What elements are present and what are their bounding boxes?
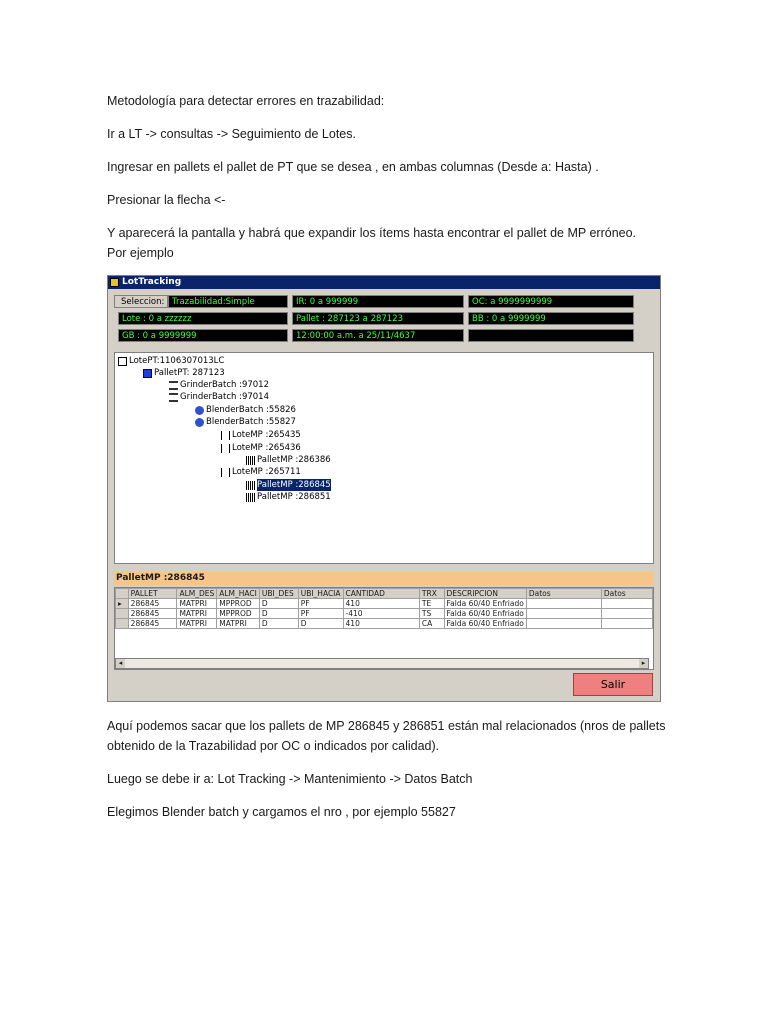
barcode-icon bbox=[246, 481, 255, 490]
tree-node-label-selected: PalletMP :286845 bbox=[257, 480, 331, 490]
table-row[interactable] bbox=[116, 619, 653, 629]
cell[interactable]: D bbox=[259, 619, 298, 629]
tree-node-lotemp-2[interactable] bbox=[221, 442, 301, 454]
fecha-field[interactable]: 12:00:00 a.m. a 25/11/4637 bbox=[292, 329, 464, 342]
cell[interactable]: 410 bbox=[343, 619, 419, 629]
lotemp-icon bbox=[221, 444, 230, 453]
horizontal-scrollbar[interactable] bbox=[115, 658, 649, 669]
tree-node-palletmp-1[interactable] bbox=[246, 454, 331, 466]
cell[interactable]: MATPRI bbox=[177, 609, 217, 619]
tree-node-label: PalletPT: 287123 bbox=[154, 368, 225, 378]
tree-node-lotemp-1[interactable] bbox=[221, 429, 301, 441]
table-header-row bbox=[116, 589, 653, 599]
table-row[interactable] bbox=[116, 599, 653, 609]
cell[interactable] bbox=[526, 609, 601, 619]
barcode-icon bbox=[246, 456, 255, 465]
intro-line-2: Ir a LT -> consultas -> Seguimiento de Lotes. bbox=[107, 127, 356, 141]
cell[interactable]: CA bbox=[419, 619, 444, 629]
cell[interactable]: D bbox=[298, 619, 343, 629]
cell[interactable]: Falda 60/40 Enfriado bbox=[444, 609, 526, 619]
tree-node-label: LoteMP :265711 bbox=[232, 467, 301, 477]
lottracking-window bbox=[107, 275, 661, 702]
table-row[interactable] bbox=[116, 609, 653, 619]
col-header[interactable]: DESCRIPCION bbox=[444, 589, 526, 599]
cell[interactable]: 286845 bbox=[128, 609, 177, 619]
cell[interactable]: 286845 bbox=[128, 619, 177, 629]
lotemp-icon bbox=[221, 431, 230, 440]
col-header[interactable]: Datos bbox=[526, 589, 601, 599]
col-header[interactable]: ALM_DES bbox=[177, 589, 217, 599]
tree-node-palletmp-2[interactable] bbox=[246, 479, 331, 491]
outro-line-6: Aquí podemos sacar que los pallets de MP 286845 y 286851 están mal relacionados (nros de pallets obtenido de la Trazabilidad por OC o indicados por calidad). bbox=[107, 719, 666, 753]
cell[interactable]: TE bbox=[419, 599, 444, 609]
app-icon bbox=[110, 278, 119, 287]
barcode-icon bbox=[246, 493, 255, 502]
seleccion-field[interactable]: Trazabilidad:Simple bbox=[168, 295, 288, 308]
cell[interactable] bbox=[526, 599, 601, 609]
movements-grid[interactable] bbox=[114, 587, 654, 670]
tree-node-label: PalletMP :286386 bbox=[257, 455, 331, 465]
tree-node-grinder-2[interactable] bbox=[169, 391, 269, 403]
cell[interactable]: MPPROD bbox=[217, 609, 260, 619]
tree-node-label: BlenderBatch :55827 bbox=[206, 417, 296, 427]
col-header[interactable]: UBI_DES bbox=[259, 589, 298, 599]
cell[interactable] bbox=[601, 609, 652, 619]
cell[interactable]: TS bbox=[419, 609, 444, 619]
gb-field[interactable]: GB : 0 a 9999999 bbox=[118, 329, 288, 342]
tree-node-label: LotePT:1106307013LC bbox=[129, 356, 225, 366]
cell[interactable] bbox=[601, 599, 652, 609]
cell[interactable]: MATPRI bbox=[177, 599, 217, 609]
empty-field[interactable] bbox=[468, 329, 634, 342]
cell[interactable]: PF bbox=[298, 599, 343, 609]
col-header[interactable]: TRX bbox=[419, 589, 444, 599]
row-indicator bbox=[116, 609, 129, 619]
tree-node-label: LoteMP :265436 bbox=[232, 443, 301, 453]
tree-node-label: PalletMP :286851 bbox=[257, 492, 331, 502]
cell[interactable]: 410 bbox=[343, 599, 419, 609]
tree-node-label: LoteMP :265435 bbox=[232, 430, 301, 440]
movements-table bbox=[115, 588, 653, 629]
outro-line-8: Elegimos Blender batch y cargamos el nro , por ejemplo 55827 bbox=[107, 805, 456, 819]
cell[interactable]: PF bbox=[298, 609, 343, 619]
col-header[interactable]: ALM_HACI bbox=[217, 589, 260, 599]
tree-node-blender-1[interactable] bbox=[195, 404, 296, 416]
cell[interactable]: D bbox=[259, 609, 298, 619]
oc-field[interactable]: OC: a 9999999999 bbox=[468, 295, 634, 308]
tree-node-grinder-1[interactable] bbox=[169, 379, 269, 391]
bb-field[interactable]: BB : 0 a 9999999 bbox=[468, 312, 634, 325]
intro-line-5a: Y aparecerá la pantalla y habrá que expandir los ítems hasta encontrar el pallet de MP erróneo. bbox=[107, 226, 637, 240]
blender-icon bbox=[195, 418, 204, 427]
cell[interactable]: MPPROD bbox=[217, 599, 260, 609]
lote-icon bbox=[118, 357, 127, 366]
scroll-right-icon[interactable]: ▸ bbox=[639, 659, 648, 668]
tree-node-palletpt[interactable] bbox=[143, 367, 225, 379]
cell[interactable]: 286845 bbox=[128, 599, 177, 609]
cell[interactable] bbox=[601, 619, 652, 629]
cell[interactable] bbox=[526, 619, 601, 629]
cell[interactable]: -410 bbox=[343, 609, 419, 619]
scroll-left-icon[interactable]: ◂ bbox=[116, 659, 125, 668]
col-header[interactable]: CANTIDAD bbox=[343, 589, 419, 599]
tree-node-label: BlenderBatch :55826 bbox=[206, 405, 296, 415]
row-indicator bbox=[116, 619, 129, 629]
tree-node-blender-2[interactable] bbox=[195, 416, 296, 428]
intro-line-3: Ingresar en pallets el pallet de PT que se desea , en ambas columnas (Desde a: Hasta) . bbox=[107, 160, 599, 174]
tree-node-palletmp-3[interactable] bbox=[246, 491, 331, 503]
intro-line-4: Presionar la flecha <- bbox=[107, 193, 226, 207]
grinder-icon bbox=[169, 381, 178, 390]
row-indicator-header bbox=[116, 589, 129, 599]
ir-field[interactable]: IR: 0 a 999999 bbox=[292, 295, 464, 308]
outro-line-7: Luego se debe ir a: Lot Tracking -> Mantenimiento -> Datos Batch bbox=[107, 772, 473, 786]
cell[interactable]: D bbox=[259, 599, 298, 609]
seleccion-label: Seleccion: bbox=[114, 295, 168, 308]
cell[interactable]: MATPRI bbox=[217, 619, 260, 629]
cell[interactable]: Falda 60/40 Enfriado bbox=[444, 599, 526, 609]
current-row-indicator-icon: ▸ bbox=[116, 599, 129, 609]
tree-node-label: GrinderBatch :97012 bbox=[180, 380, 269, 390]
blender-icon bbox=[195, 406, 204, 415]
grinder-icon bbox=[169, 393, 178, 402]
tree-node-label: GrinderBatch :97014 bbox=[180, 392, 269, 402]
col-header[interactable]: UBI_HACIA bbox=[298, 589, 343, 599]
cell[interactable]: Falda 60/40 Enfriado bbox=[444, 619, 526, 629]
pallet-icon bbox=[143, 369, 152, 378]
tree-node-lotemp-3[interactable] bbox=[221, 466, 301, 478]
salir-button[interactable]: Salir bbox=[573, 673, 653, 696]
cell[interactable]: MATPRI bbox=[177, 619, 217, 629]
window-titlebar bbox=[108, 276, 660, 289]
detail-title: PalletMP :286845 bbox=[114, 572, 654, 585]
tree-node-lotept[interactable] bbox=[118, 355, 224, 367]
pallet-field[interactable]: Pallet : 287123 a 287123 bbox=[292, 312, 464, 325]
window-title: LotTracking bbox=[122, 277, 182, 287]
lotemp-icon bbox=[221, 468, 230, 477]
intro-line-1: Metodología para detectar errores en trazabilidad: bbox=[107, 94, 385, 108]
intro-line-5b: Por ejemplo bbox=[107, 246, 174, 260]
col-header[interactable]: PALLET bbox=[128, 589, 177, 599]
col-header[interactable]: Datos bbox=[601, 589, 652, 599]
lot-tree[interactable] bbox=[114, 352, 654, 564]
lote-field[interactable]: Lote : 0 a zzzzzz bbox=[118, 312, 288, 325]
